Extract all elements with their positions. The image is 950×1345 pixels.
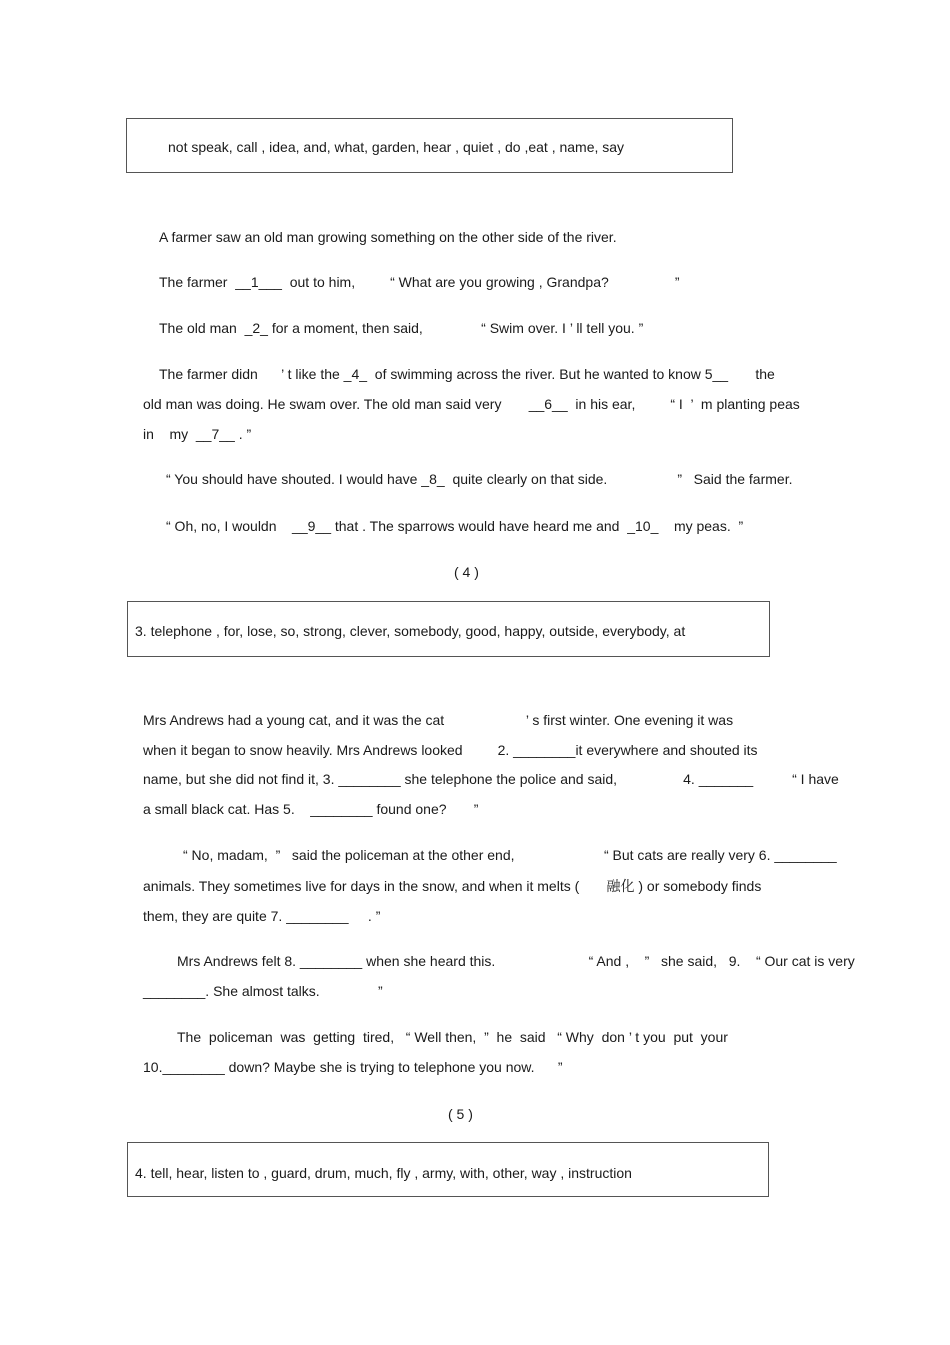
word-box-5-text: 4. tell, hear, listen to , guard, drum, much, fly , army, with, other, way , instruction [135,1165,632,1181]
passage-3-line-1: A farmer saw an old man growing something on the other side of the river. [159,229,617,245]
passage-4-line-11: 10.________ down? Maybe she is trying to telephone you now. ” [143,1059,563,1075]
passage-4-line-10: The policeman was getting tired, “ Well then, ” he said “ Why don ’ t you put your [177,1029,728,1045]
section-4-number: ( 4 ) [454,564,479,580]
passage-3-line-2: The farmer __1___ out to him, “ What are you growing , Grandpa? ” [159,274,680,290]
passage-4-line-3: name, but she did not find it, 3. ________ she telephone the police and said, 4. _______ “ I have [143,771,839,787]
word-box-5 [127,1142,769,1197]
passage-4-line-5: “ No, madam, ” said the policeman at the other end, “ But cats are really very 6. ________ [183,847,837,863]
passage-3-line-3: The old man _2_ for a moment, then said, “ Swim over. I ’ ll tell you. ” [159,320,644,336]
word-box-3-text: not speak, call , idea, and, what, garden, hear , quiet , do ,eat , name, say [168,139,625,155]
passage-3-line-6: in my __7__ . ” [143,426,252,442]
passage-4-line-1: Mrs Andrews had a young cat, and it was the cat ’ s first winter. One evening it was [143,712,734,728]
passage-4-line-4: a small black cat. Has 5. ________ found one? ” [143,801,479,817]
word-box-3 [126,118,733,173]
section-5-number: ( 5 ) [448,1106,473,1122]
passage-4-line-6: animals. They sometimes live for days in the snow, and when it melts ( 融化 ) or somebody finds [143,878,762,894]
passage-4-line-9: ________. She almost talks. ” [143,983,383,999]
passage-3-line-7: “ You should have shouted. I would have _8_ quite clearly on that side. ” Said the farmer. [166,471,793,487]
word-box-4 [127,601,770,657]
passage-3-line-8: “ Oh, no, I wouldn __9__ that . The sparrows would have heard me and _10_ my peas. ” [166,518,744,534]
passage-3-line-5: old man was doing. He swam over. The old man said very __6__ in his ear, “ I ’ m planting peas [143,396,800,412]
passage-4-line-8: Mrs Andrews felt 8. ________ when she heard this. “ And , ” she said, 9. “ Our cat is very [177,953,855,969]
word-box-4-text: 3. telephone , for, lose, so, strong, clever, somebody, good, happy, outside, everybody, at [135,623,686,639]
passage-3-line-4: The farmer didn ’ t like the _4_ of swimming across the river. But he wanted to know 5__ the [159,366,775,382]
passage-4-line-7: them, they are quite 7. ________ . ” [143,908,381,924]
passage-4-line-2: when it began to snow heavily. Mrs Andrews looked 2. ________it everywhere and shouted its [143,742,758,758]
